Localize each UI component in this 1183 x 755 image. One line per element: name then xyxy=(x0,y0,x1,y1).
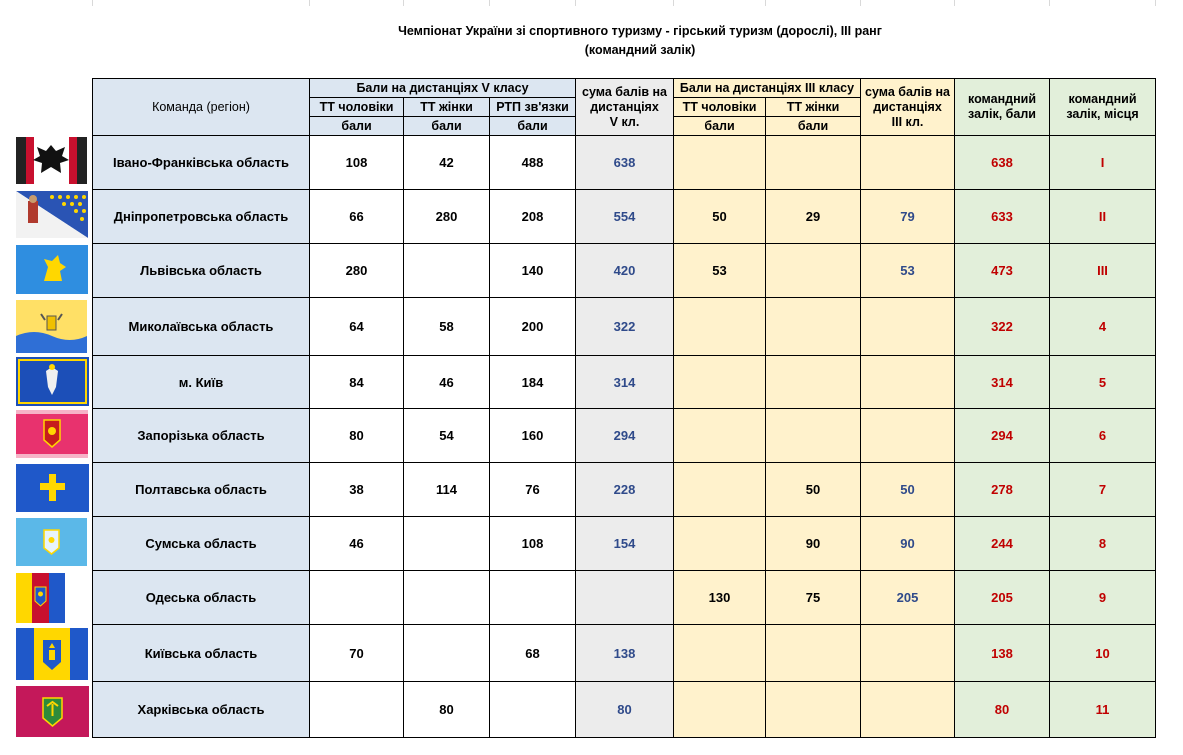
grid-line xyxy=(1049,0,1050,6)
v-sum-cell xyxy=(576,571,674,625)
v-men-cell: 84 xyxy=(310,356,404,409)
v-rtp-cell: 160 xyxy=(490,409,576,463)
iii-sum-cell xyxy=(861,625,955,682)
v-men-cell: 46 xyxy=(310,517,404,571)
page-subtitle: (командний залік) xyxy=(584,43,696,57)
v-men-cell: 108 xyxy=(310,136,404,190)
grid-line xyxy=(489,0,490,6)
place-cell: I xyxy=(1050,136,1156,190)
header-v-tt-men: ТТ чоловіки xyxy=(310,98,404,117)
header-sum-v-line1: сума балів на xyxy=(582,84,667,99)
iii-sum-cell: 53 xyxy=(861,244,955,298)
grid-line xyxy=(765,0,766,6)
v-sum-cell: 314 xyxy=(576,356,674,409)
header-team-score xyxy=(955,79,1050,136)
iii-women-cell xyxy=(766,356,861,409)
iii-men-cell xyxy=(674,356,766,409)
grid-line xyxy=(954,0,955,6)
table-row xyxy=(93,517,1156,571)
iii-sum-cell: 205 xyxy=(861,571,955,625)
v-men-cell: 80 xyxy=(310,409,404,463)
total-cell: 294 xyxy=(955,409,1050,463)
v-women-cell xyxy=(404,571,490,625)
total-cell: 138 xyxy=(955,625,1050,682)
team-name: Дніпропетровська область xyxy=(93,190,310,244)
v-sum-cell: 80 xyxy=(576,682,674,738)
iii-women-cell xyxy=(766,409,861,463)
dnipropetrovsk-flag-icon xyxy=(16,191,88,238)
team-name: Сумська область xyxy=(93,517,310,571)
table-row xyxy=(93,190,1156,244)
v-rtp-cell: 488 xyxy=(490,136,576,190)
table-row xyxy=(93,463,1156,517)
place-cell: 10 xyxy=(1050,625,1156,682)
iii-men-cell xyxy=(674,463,766,517)
v-women-cell: 58 xyxy=(404,298,490,356)
header-sum-v-line3: V кл. xyxy=(609,114,640,129)
iii-sum-cell xyxy=(861,298,955,356)
grid-line xyxy=(309,0,310,6)
odesa-flag-icon xyxy=(16,573,65,623)
header-iii-men-points: бали xyxy=(674,117,766,136)
v-rtp-cell xyxy=(490,571,576,625)
v-rtp-cell: 108 xyxy=(490,517,576,571)
v-rtp-cell: 76 xyxy=(490,463,576,517)
team-name: Одеська область xyxy=(93,571,310,625)
results-table xyxy=(92,78,1156,738)
table-row xyxy=(93,571,1156,625)
v-men-cell: 66 xyxy=(310,190,404,244)
total-cell: 633 xyxy=(955,190,1050,244)
team-name: Харківська область xyxy=(93,682,310,738)
v-women-cell xyxy=(404,625,490,682)
v-women-cell: 46 xyxy=(404,356,490,409)
iii-men-cell xyxy=(674,136,766,190)
iii-sum-cell xyxy=(861,136,955,190)
header-sum-v-line2: дистанціях xyxy=(590,99,659,114)
v-rtp-cell: 184 xyxy=(490,356,576,409)
iii-men-cell: 130 xyxy=(674,571,766,625)
iii-men-cell xyxy=(674,682,766,738)
table-row xyxy=(93,356,1156,409)
v-sum-cell: 228 xyxy=(576,463,674,517)
place-cell: 5 xyxy=(1050,356,1156,409)
iii-women-cell xyxy=(766,625,861,682)
iii-men-cell: 50 xyxy=(674,190,766,244)
v-sum-cell: 638 xyxy=(576,136,674,190)
total-cell: 244 xyxy=(955,517,1050,571)
header-v-women-points: бали xyxy=(404,117,490,136)
grid-line xyxy=(92,0,93,6)
header-v-men-points: бали xyxy=(310,117,404,136)
iii-sum-cell: 79 xyxy=(861,190,955,244)
total-cell: 278 xyxy=(955,463,1050,517)
v-sum-cell: 294 xyxy=(576,409,674,463)
grid-line xyxy=(860,0,861,6)
table-row xyxy=(93,298,1156,356)
iii-women-cell xyxy=(766,136,861,190)
total-cell: 473 xyxy=(955,244,1050,298)
header-iii-women-points: бали xyxy=(766,117,861,136)
iii-men-cell xyxy=(674,298,766,356)
iii-men-cell xyxy=(674,625,766,682)
team-name: Запорізька область xyxy=(93,409,310,463)
iii-sum-cell: 50 xyxy=(861,463,955,517)
v-sum-cell: 138 xyxy=(576,625,674,682)
v-men-cell: 280 xyxy=(310,244,404,298)
sumy-flag-icon xyxy=(16,518,87,566)
header-v-rtp: РТП зв'язки xyxy=(490,98,576,117)
v-rtp-cell: 68 xyxy=(490,625,576,682)
table-row xyxy=(93,136,1156,190)
team-name: Полтавська область xyxy=(93,463,310,517)
iii-sum-cell: 90 xyxy=(861,517,955,571)
place-cell: 6 xyxy=(1050,409,1156,463)
header-v-rtp-points: бали xyxy=(490,117,576,136)
iii-women-cell: 29 xyxy=(766,190,861,244)
v-men-cell xyxy=(310,682,404,738)
v-rtp-cell xyxy=(490,682,576,738)
header-sum-v xyxy=(576,79,674,136)
ivano-frankivsk-flag-icon xyxy=(16,137,87,184)
v-sum-cell: 154 xyxy=(576,517,674,571)
header-team: Команда (регіон) xyxy=(93,79,310,136)
header-sum-iii-line1: сума балів на xyxy=(865,84,950,99)
iii-women-cell xyxy=(766,682,861,738)
kyiv-oblast-flag-icon xyxy=(16,628,88,680)
kharkiv-flag-icon xyxy=(16,686,89,737)
header-team-place-line2: залік, місця xyxy=(1066,107,1139,121)
v-men-cell: 64 xyxy=(310,298,404,356)
place-cell: 8 xyxy=(1050,517,1156,571)
v-women-cell: 80 xyxy=(404,682,490,738)
v-sum-cell: 322 xyxy=(576,298,674,356)
header-team-score-line1: командний xyxy=(968,92,1036,106)
header-group-iii: Бали на дистанціях ІІІ класу xyxy=(674,79,861,98)
v-women-cell: 114 xyxy=(404,463,490,517)
header-iii-tt-men: ТТ чоловіки xyxy=(674,98,766,117)
v-women-cell: 54 xyxy=(404,409,490,463)
place-cell: II xyxy=(1050,190,1156,244)
team-name: Київська область xyxy=(93,625,310,682)
v-men-cell: 38 xyxy=(310,463,404,517)
grid-line xyxy=(575,0,576,6)
v-women-cell: 280 xyxy=(404,190,490,244)
iii-sum-cell xyxy=(861,409,955,463)
grid-line xyxy=(403,0,404,6)
team-name: Миколаївська область xyxy=(93,298,310,356)
iii-men-cell: 53 xyxy=(674,244,766,298)
zaporizhzhia-flag-icon xyxy=(16,410,88,458)
header-v-tt-women: ТТ жінки xyxy=(404,98,490,117)
header-sum-iii-line3: ІІІ кл. xyxy=(891,114,924,129)
place-cell: 11 xyxy=(1050,682,1156,738)
total-cell: 205 xyxy=(955,571,1050,625)
iii-women-cell: 50 xyxy=(766,463,861,517)
iii-men-cell xyxy=(674,517,766,571)
v-men-cell xyxy=(310,571,404,625)
iii-sum-cell xyxy=(861,682,955,738)
place-cell: III xyxy=(1050,244,1156,298)
iii-women-cell xyxy=(766,298,861,356)
header-team-place xyxy=(1050,79,1156,136)
iii-women-cell xyxy=(766,244,861,298)
team-name: Львівська область xyxy=(93,244,310,298)
grid-line xyxy=(673,0,674,6)
place-cell: 9 xyxy=(1050,571,1156,625)
total-cell: 322 xyxy=(955,298,1050,356)
header-sum-iii-line2: дистанціях xyxy=(873,99,942,114)
kyiv-city-flag-icon xyxy=(16,357,89,406)
v-rtp-cell: 200 xyxy=(490,298,576,356)
header-group-v: Бали на дистанціях V класу xyxy=(310,79,576,98)
header-sum-iii xyxy=(861,79,955,136)
table-row xyxy=(93,682,1156,738)
v-rtp-cell: 208 xyxy=(490,190,576,244)
v-women-cell: 42 xyxy=(404,136,490,190)
v-women-cell xyxy=(404,517,490,571)
total-cell: 80 xyxy=(955,682,1050,738)
iii-women-cell: 75 xyxy=(766,571,861,625)
iii-sum-cell xyxy=(861,356,955,409)
v-sum-cell: 554 xyxy=(576,190,674,244)
total-cell: 638 xyxy=(955,136,1050,190)
v-rtp-cell: 140 xyxy=(490,244,576,298)
header-iii-tt-women: ТТ жінки xyxy=(766,98,861,117)
table-row xyxy=(93,409,1156,463)
table-row xyxy=(93,244,1156,298)
page-title: Чемпіонат України зі спортивного туризму - гірський туризм (дорослі), ІІІ ранг xyxy=(398,24,882,38)
iii-men-cell xyxy=(674,409,766,463)
place-cell: 7 xyxy=(1050,463,1156,517)
table-row xyxy=(93,625,1156,682)
header-team-score-line2: залік, бали xyxy=(968,107,1036,121)
total-cell: 314 xyxy=(955,356,1050,409)
v-women-cell xyxy=(404,244,490,298)
team-name: м. Київ xyxy=(93,356,310,409)
header-team-place-line1: командний xyxy=(1068,92,1137,106)
place-cell: 4 xyxy=(1050,298,1156,356)
mykolaiv-flag-icon xyxy=(16,300,87,353)
iii-women-cell: 90 xyxy=(766,517,861,571)
grid-line xyxy=(1155,0,1156,6)
lviv-flag-icon xyxy=(16,245,88,294)
v-men-cell: 70 xyxy=(310,625,404,682)
team-name: Івано-Франківська область xyxy=(93,136,310,190)
v-sum-cell: 420 xyxy=(576,244,674,298)
poltava-flag-icon xyxy=(16,464,89,512)
